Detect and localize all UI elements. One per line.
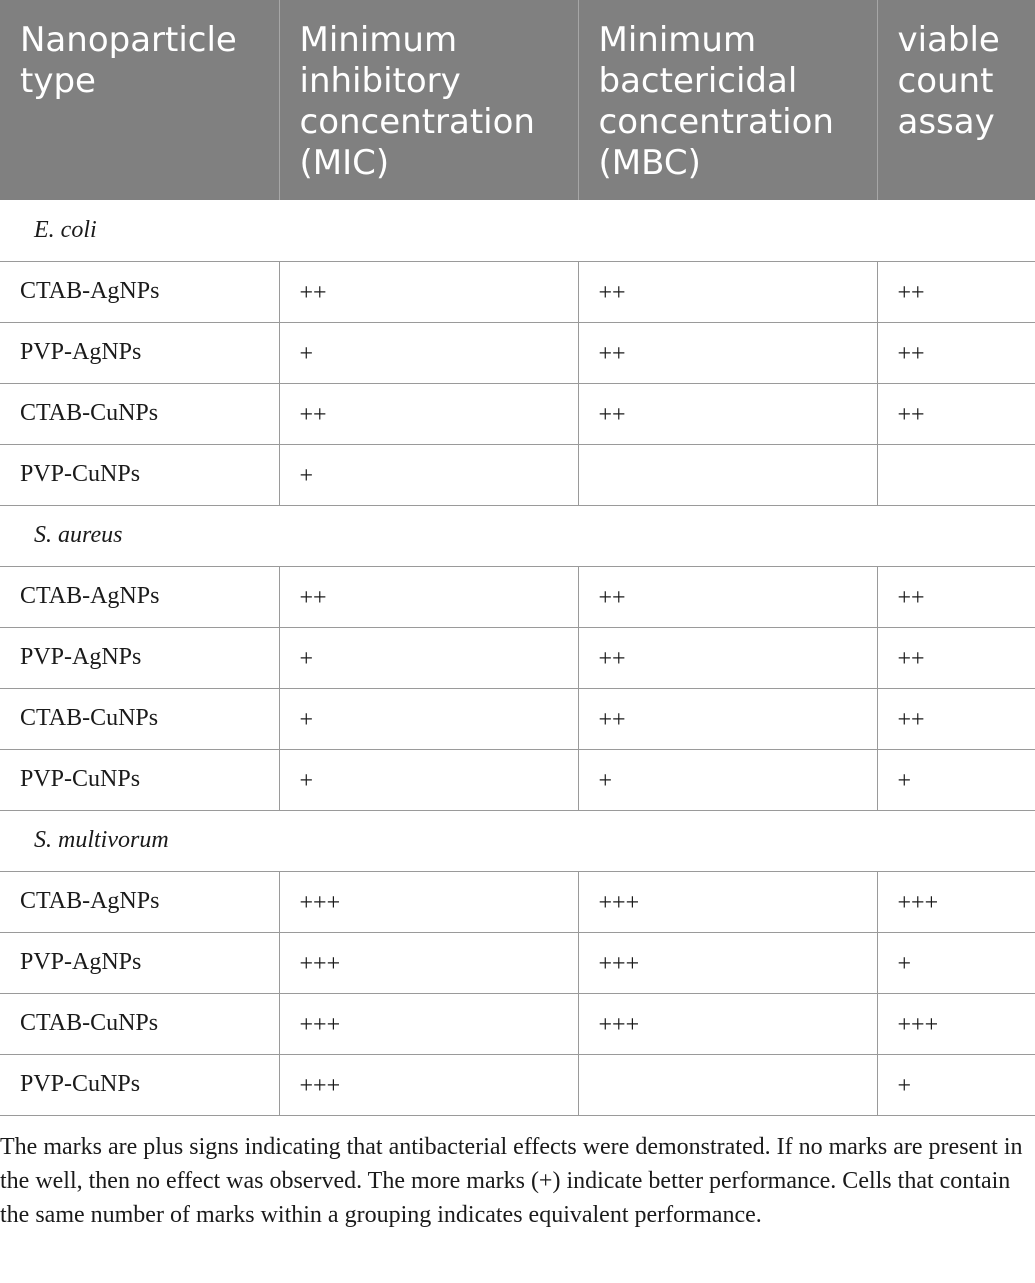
mic-cell: + xyxy=(279,444,578,505)
mic-cell: + xyxy=(279,322,578,383)
header-viable-count: viable count assay xyxy=(877,0,1035,200)
table-row xyxy=(0,566,1035,627)
table-row xyxy=(0,871,1035,932)
viable-cell: ++ xyxy=(877,566,1035,627)
group-row-s-aureus xyxy=(0,505,1035,566)
viable-cell: ++ xyxy=(877,383,1035,444)
mic-cell: ++ xyxy=(279,383,578,444)
nanoparticle-cell: PVP-CuNPs xyxy=(0,444,279,505)
viable-cell: +++ xyxy=(877,871,1035,932)
mic-cell: ++ xyxy=(279,261,578,322)
group-label: E. coli xyxy=(34,216,97,243)
mbc-cell: +++ xyxy=(578,871,877,932)
mic-cell: + xyxy=(279,688,578,749)
nanoparticle-cell: CTAB-CuNPs xyxy=(0,688,279,749)
viable-cell: ++ xyxy=(877,627,1035,688)
mic-cell: + xyxy=(279,749,578,810)
group-label: S. multivorum xyxy=(0,810,1035,871)
mic-cell: +++ xyxy=(279,1054,578,1115)
mbc-cell xyxy=(578,444,877,505)
mic-cell: + xyxy=(279,627,578,688)
mic-cell: ++ xyxy=(279,566,578,627)
viable-cell: ++ xyxy=(877,688,1035,749)
nanoparticle-cell: CTAB-AgNPs xyxy=(0,566,279,627)
table-row xyxy=(0,261,1035,322)
mic-cell: +++ xyxy=(279,993,578,1054)
viable-cell: + xyxy=(877,932,1035,993)
nanoparticle-cell: CTAB-AgNPs xyxy=(0,871,279,932)
mic-cell: +++ xyxy=(279,932,578,993)
table-row xyxy=(0,993,1035,1054)
nanoparticle-cell: PVP-AgNPs xyxy=(0,322,279,383)
viable-cell: ++ xyxy=(877,322,1035,383)
table-row xyxy=(0,1054,1035,1115)
nanoparticle-cell: PVP-AgNPs xyxy=(0,627,279,688)
mbc-cell: ++ xyxy=(578,688,877,749)
header-row xyxy=(0,0,1035,200)
group-row-s-multivorum xyxy=(0,810,1035,871)
header-mbc: Minimum bactericidal concentration (MBC) xyxy=(578,0,877,200)
viable-cell: + xyxy=(877,1054,1035,1115)
table-row xyxy=(0,688,1035,749)
viable-cell: ++ xyxy=(877,261,1035,322)
table-row xyxy=(0,444,1035,505)
mbc-cell: ++ xyxy=(578,566,877,627)
mbc-cell: ++ xyxy=(578,383,877,444)
table-row xyxy=(0,932,1035,993)
nanoparticle-cell: CTAB-CuNPs xyxy=(0,993,279,1054)
mbc-cell: ++ xyxy=(578,627,877,688)
viable-cell: + xyxy=(877,749,1035,810)
nanoparticle-cell: CTAB-CuNPs xyxy=(0,383,279,444)
mbc-cell: ++ xyxy=(578,322,877,383)
mbc-cell: +++ xyxy=(578,993,877,1054)
group-label: S. aureus xyxy=(0,505,1035,566)
nanoparticle-cell: PVP-CuNPs xyxy=(0,749,279,810)
nanoparticle-cell: PVP-CuNPs xyxy=(0,1054,279,1115)
table-row xyxy=(0,749,1035,810)
table-footnote: The marks are plus signs indicating that antibacterial effects were demonstrated. If no marks are present in the well, then no effect was observed. The more marks (+) indicate better performance. Cells that contain the same number of marks within a grouping indicates equivalent performance. xyxy=(0,1134,1023,1228)
mbc-cell: ++ xyxy=(578,261,877,322)
mbc-cell: +++ xyxy=(578,932,877,993)
mbc-cell xyxy=(578,1054,877,1115)
group-row-e-coli xyxy=(0,200,1035,261)
table-row xyxy=(0,627,1035,688)
viable-cell xyxy=(877,444,1035,505)
header-mic: Minimum inhibitory concentration (MIC) xyxy=(279,0,578,200)
table-row xyxy=(0,322,1035,383)
viable-cell: +++ xyxy=(877,993,1035,1054)
nanoparticle-cell: CTAB-AgNPs xyxy=(0,261,279,322)
mic-cell: +++ xyxy=(279,871,578,932)
table-row xyxy=(0,383,1035,444)
mbc-cell: + xyxy=(578,749,877,810)
header-nanoparticle-type: Nanoparticle type xyxy=(0,0,279,200)
nanoparticle-cell: PVP-AgNPs xyxy=(0,932,279,993)
